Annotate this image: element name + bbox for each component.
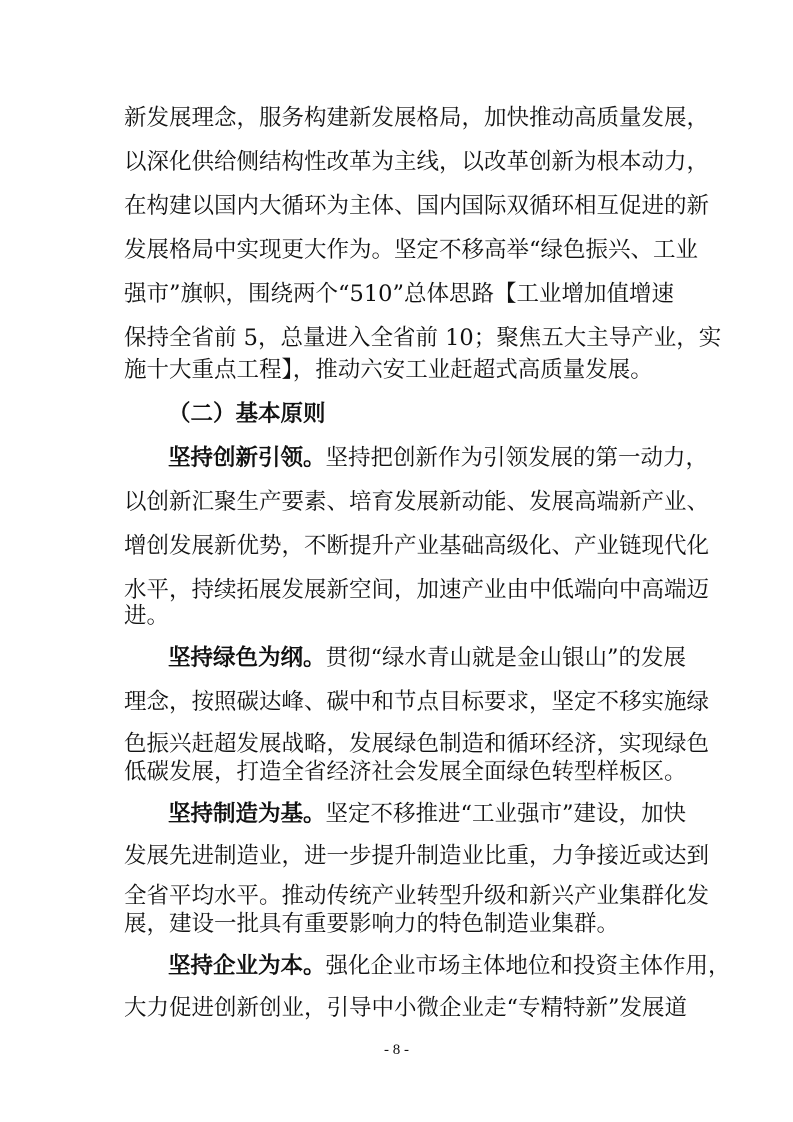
principle-text: 坚定不移推进“工业强市”建设，加快	[325, 801, 687, 827]
principle-title: 坚持创新引领。	[168, 445, 326, 471]
body-line: 以深化供给侧结构性改革为主线，以改革创新为根本动力，	[124, 149, 710, 175]
body-line: 理念，按照碳达峰、碳中和节点目标要求，坚定不移实施绿	[124, 689, 710, 715]
body-line: 强市”旗帜，围绕两个“510”总体思路【工业增加值增速	[124, 281, 674, 307]
body-line: 大力促进创新创业，引导中小微企业走“专精特新”发展道	[124, 995, 688, 1021]
principle-first-line	[168, 796, 687, 832]
body-line: 展，建设一批具有重要影响力的特色制造业集群。	[124, 911, 620, 937]
principle-title: 坚持企业为本。	[168, 953, 326, 979]
section-heading: （二）基本原则	[168, 401, 326, 427]
principle-title: 坚持制造为基。	[168, 801, 326, 827]
body-line: 以创新汇聚生产要素、培育发展新动能、发展高端新产业、	[124, 489, 710, 515]
page-number: - 8 -	[384, 1042, 409, 1058]
body-line: 进。	[124, 603, 170, 629]
body-line: 发展格局中实现更大作为。坚定不移高举“绿色振兴、工业	[124, 237, 699, 263]
body-line: 新发展理念，服务构建新发展格局，加快推动高质量发展，	[124, 105, 710, 131]
body-line: 水平，持续拓展发展新空间，加速产业由中低端向中高端迈	[124, 577, 710, 603]
body-line: 色振兴赶超发展战略，发展绿色制造和循环经济，实现绿色	[124, 731, 710, 757]
body-line: 在构建以国内大循环为主体、国内国际双循环相互促进的新	[124, 193, 710, 219]
principle-text: 强化企业市场主体地位和投资主体作用，	[325, 953, 731, 979]
body-line: 增创发展新优势，不断提升产业基础高级化、产业链现代化	[124, 533, 710, 559]
body-line: 全省平均水平。推动传统产业转型升级和新兴产业集群化发	[124, 883, 710, 909]
body-line: 保持全省前 5，总量进入全省前 10；聚焦五大主导产业，实	[124, 325, 722, 351]
principle-text: 贯彻“绿水青山就是金山银山”的发展	[325, 645, 687, 671]
body-line: 发展先进制造业，进一步提升制造业比重，力争接近或达到	[124, 843, 710, 869]
principle-text: 坚持把创新作为引领发展的第一动力，	[325, 445, 709, 471]
principle-first-line	[168, 948, 731, 984]
body-line: 低碳发展，打造全省经济社会发展全面绿色转型样板区。	[124, 759, 687, 785]
principle-first-line	[168, 440, 709, 476]
principle-title: 坚持绿色为纲。	[168, 645, 326, 671]
principle-first-line	[168, 640, 687, 676]
body-line: 施十大重点工程】，推动六安工业赶超式高质量发展。	[124, 357, 653, 383]
